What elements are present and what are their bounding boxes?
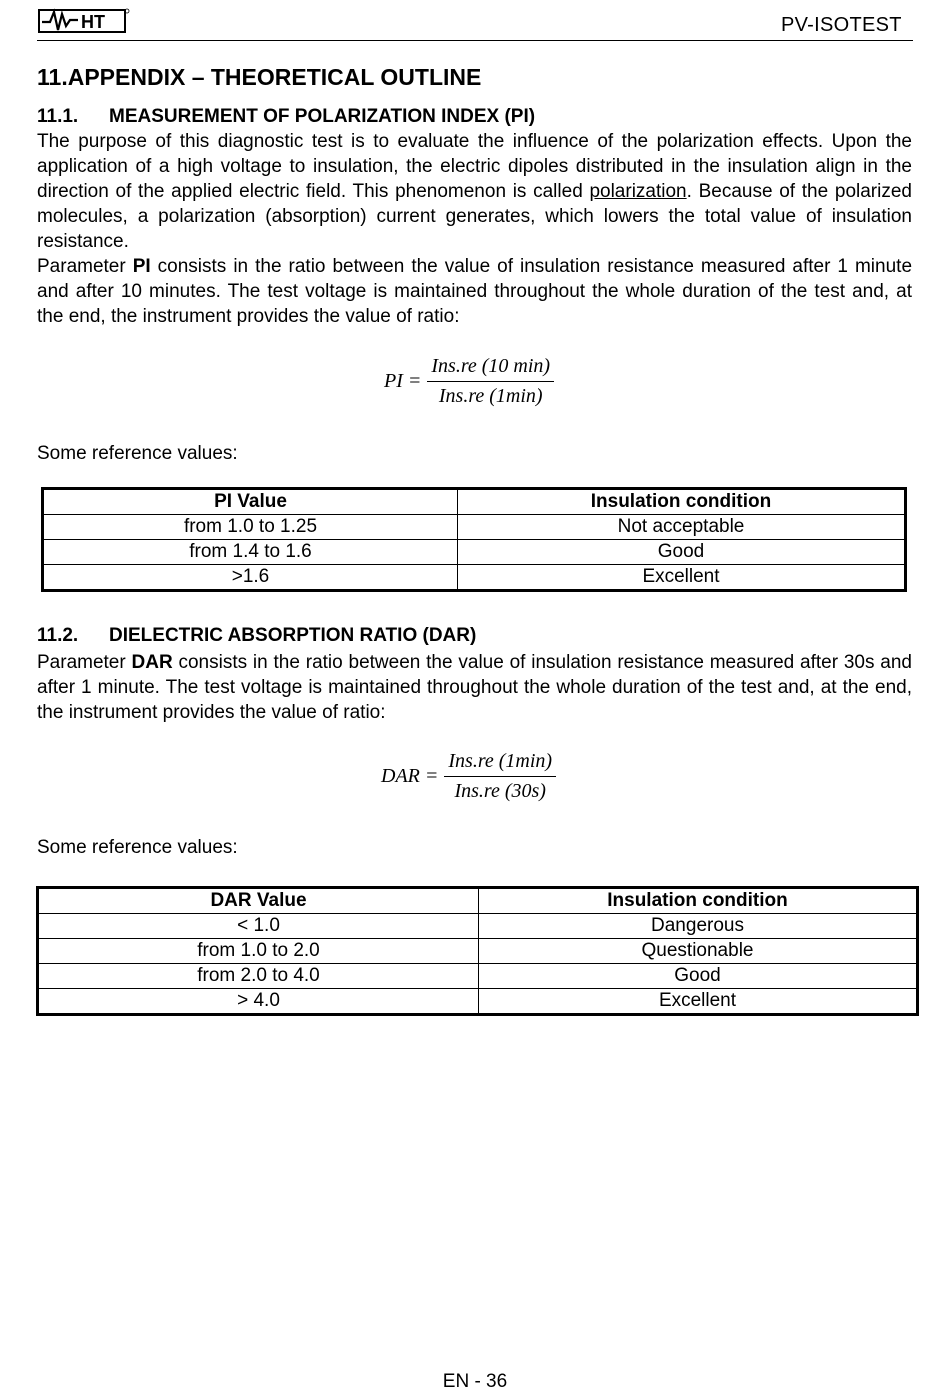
table-row [43, 565, 906, 591]
dar-condition-cell: Dangerous [479, 914, 918, 939]
pi-formula-denominator: Ins.re (1min) [438, 385, 543, 407]
pi-p2-text-a: Parameter [37, 256, 133, 277]
pi-formula-numerator: Ins.re (10 min) [427, 355, 554, 382]
dar-formula-lhs: DAR = [381, 765, 439, 787]
section-dar-title: DIELECTRIC ABSORPTION RATIO (DAR) [109, 625, 477, 646]
pi-condition-cell: Good [458, 540, 906, 565]
dar-p-term: DAR [131, 652, 173, 673]
dar-value-cell: < 1.0 [38, 914, 479, 939]
pi-col-value-header: PI Value [43, 489, 458, 515]
document-title: PV-ISOTEST [781, 14, 902, 36]
chapter-heading [37, 64, 481, 91]
pi-value-cell: from 1.4 to 1.6 [43, 540, 458, 565]
table-row [38, 939, 918, 964]
pi-value-cell: >1.6 [43, 565, 458, 591]
pi-paragraph-2 [37, 254, 912, 329]
dar-value-cell: from 1.0 to 2.0 [38, 939, 479, 964]
dar-col-condition-header: Insulation condition [479, 888, 918, 914]
dar-p-text-a: Parameter [37, 652, 132, 673]
chapter-number: 11. [37, 64, 68, 90]
table-row [43, 540, 906, 565]
pi-reference-table [41, 487, 907, 592]
section-pi-body [37, 129, 912, 329]
section-dar-body [37, 650, 912, 725]
logo-text: HT [81, 12, 105, 32]
table-row [38, 914, 918, 939]
pi-condition-cell: Excellent [458, 565, 906, 591]
pi-col-condition-header: Insulation condition [458, 489, 906, 515]
pi-p1-term: polarization [589, 181, 687, 202]
table-row [43, 515, 906, 540]
dar-reference-table [36, 886, 919, 1016]
header-divider [37, 40, 913, 41]
dar-reference-label: Some reference values: [37, 837, 238, 858]
table-row [38, 989, 918, 1015]
section-dar-number: 11.2. [37, 625, 79, 646]
dar-condition-cell: Questionable [479, 939, 918, 964]
pi-condition-cell: Not acceptable [458, 515, 906, 540]
page-number: EN - 36 [442, 1371, 508, 1392]
dar-value-cell: > 4.0 [38, 989, 479, 1015]
pi-paragraph-1 [37, 129, 912, 254]
pi-p1-text-a: The purpose of this diagnostic test is to evaluate the influence of the polarization effects. Upon the application of a high voltage to insulation, the electric dipoles distributed in the insulation align in the direction of the applied electric field. This phenomenon is called [37, 131, 912, 202]
section-dar-heading [37, 625, 476, 647]
dar-formula-fraction [444, 750, 556, 803]
pi-p2-term: PI [132, 256, 151, 277]
dar-value-cell: from 2.0 to 4.0 [38, 964, 479, 989]
pi-formula-fraction [427, 355, 554, 408]
pi-value-cell: from 1.0 to 1.25 [43, 515, 458, 540]
dar-p-text-b: consists in the ratio between the value of insulation resistance measured after 30s and after 1 minute. The test voltage is maintained throughout the whole duration of the test and, at the end, the instrument provides the value of ratio: [37, 652, 912, 723]
table-row [38, 964, 918, 989]
dar-condition-cell: Excellent [479, 989, 918, 1015]
section-pi-number: 11.1. [37, 106, 79, 127]
dar-formula-numerator: Ins.re (1min) [444, 750, 556, 777]
dar-paragraph [37, 650, 912, 725]
section-pi-heading [37, 106, 535, 128]
pi-formula [384, 355, 554, 408]
ht-logo [38, 6, 130, 34]
pi-formula-lhs: PI = [384, 370, 422, 392]
dar-formula [381, 750, 556, 803]
table-header-row [43, 489, 906, 515]
chapter-title: APPENDIX – THEORETICAL OUTLINE [67, 64, 482, 90]
dar-condition-cell: Good [479, 964, 918, 989]
dar-formula-denominator: Ins.re (30s) [454, 780, 546, 802]
pi-reference-label: Some reference values: [37, 443, 238, 464]
dar-col-value-header: DAR Value [38, 888, 479, 914]
section-pi-title: MEASUREMENT OF POLARIZATION INDEX (PI) [109, 106, 536, 127]
table-header-row [38, 888, 918, 914]
pi-p1-text-b: . Because of the polarized molecules, a polarization (absorption) current generates, which lowers the total value of insulation resistance. [37, 181, 912, 252]
pi-p2-text-b: consists in the ratio between the value of insulation resistance measured after 1 minute and after 10 minutes. The test voltage is maintained throughout the whole duration of the test and, at the end, the instrument provides the value of ratio: [37, 256, 913, 327]
